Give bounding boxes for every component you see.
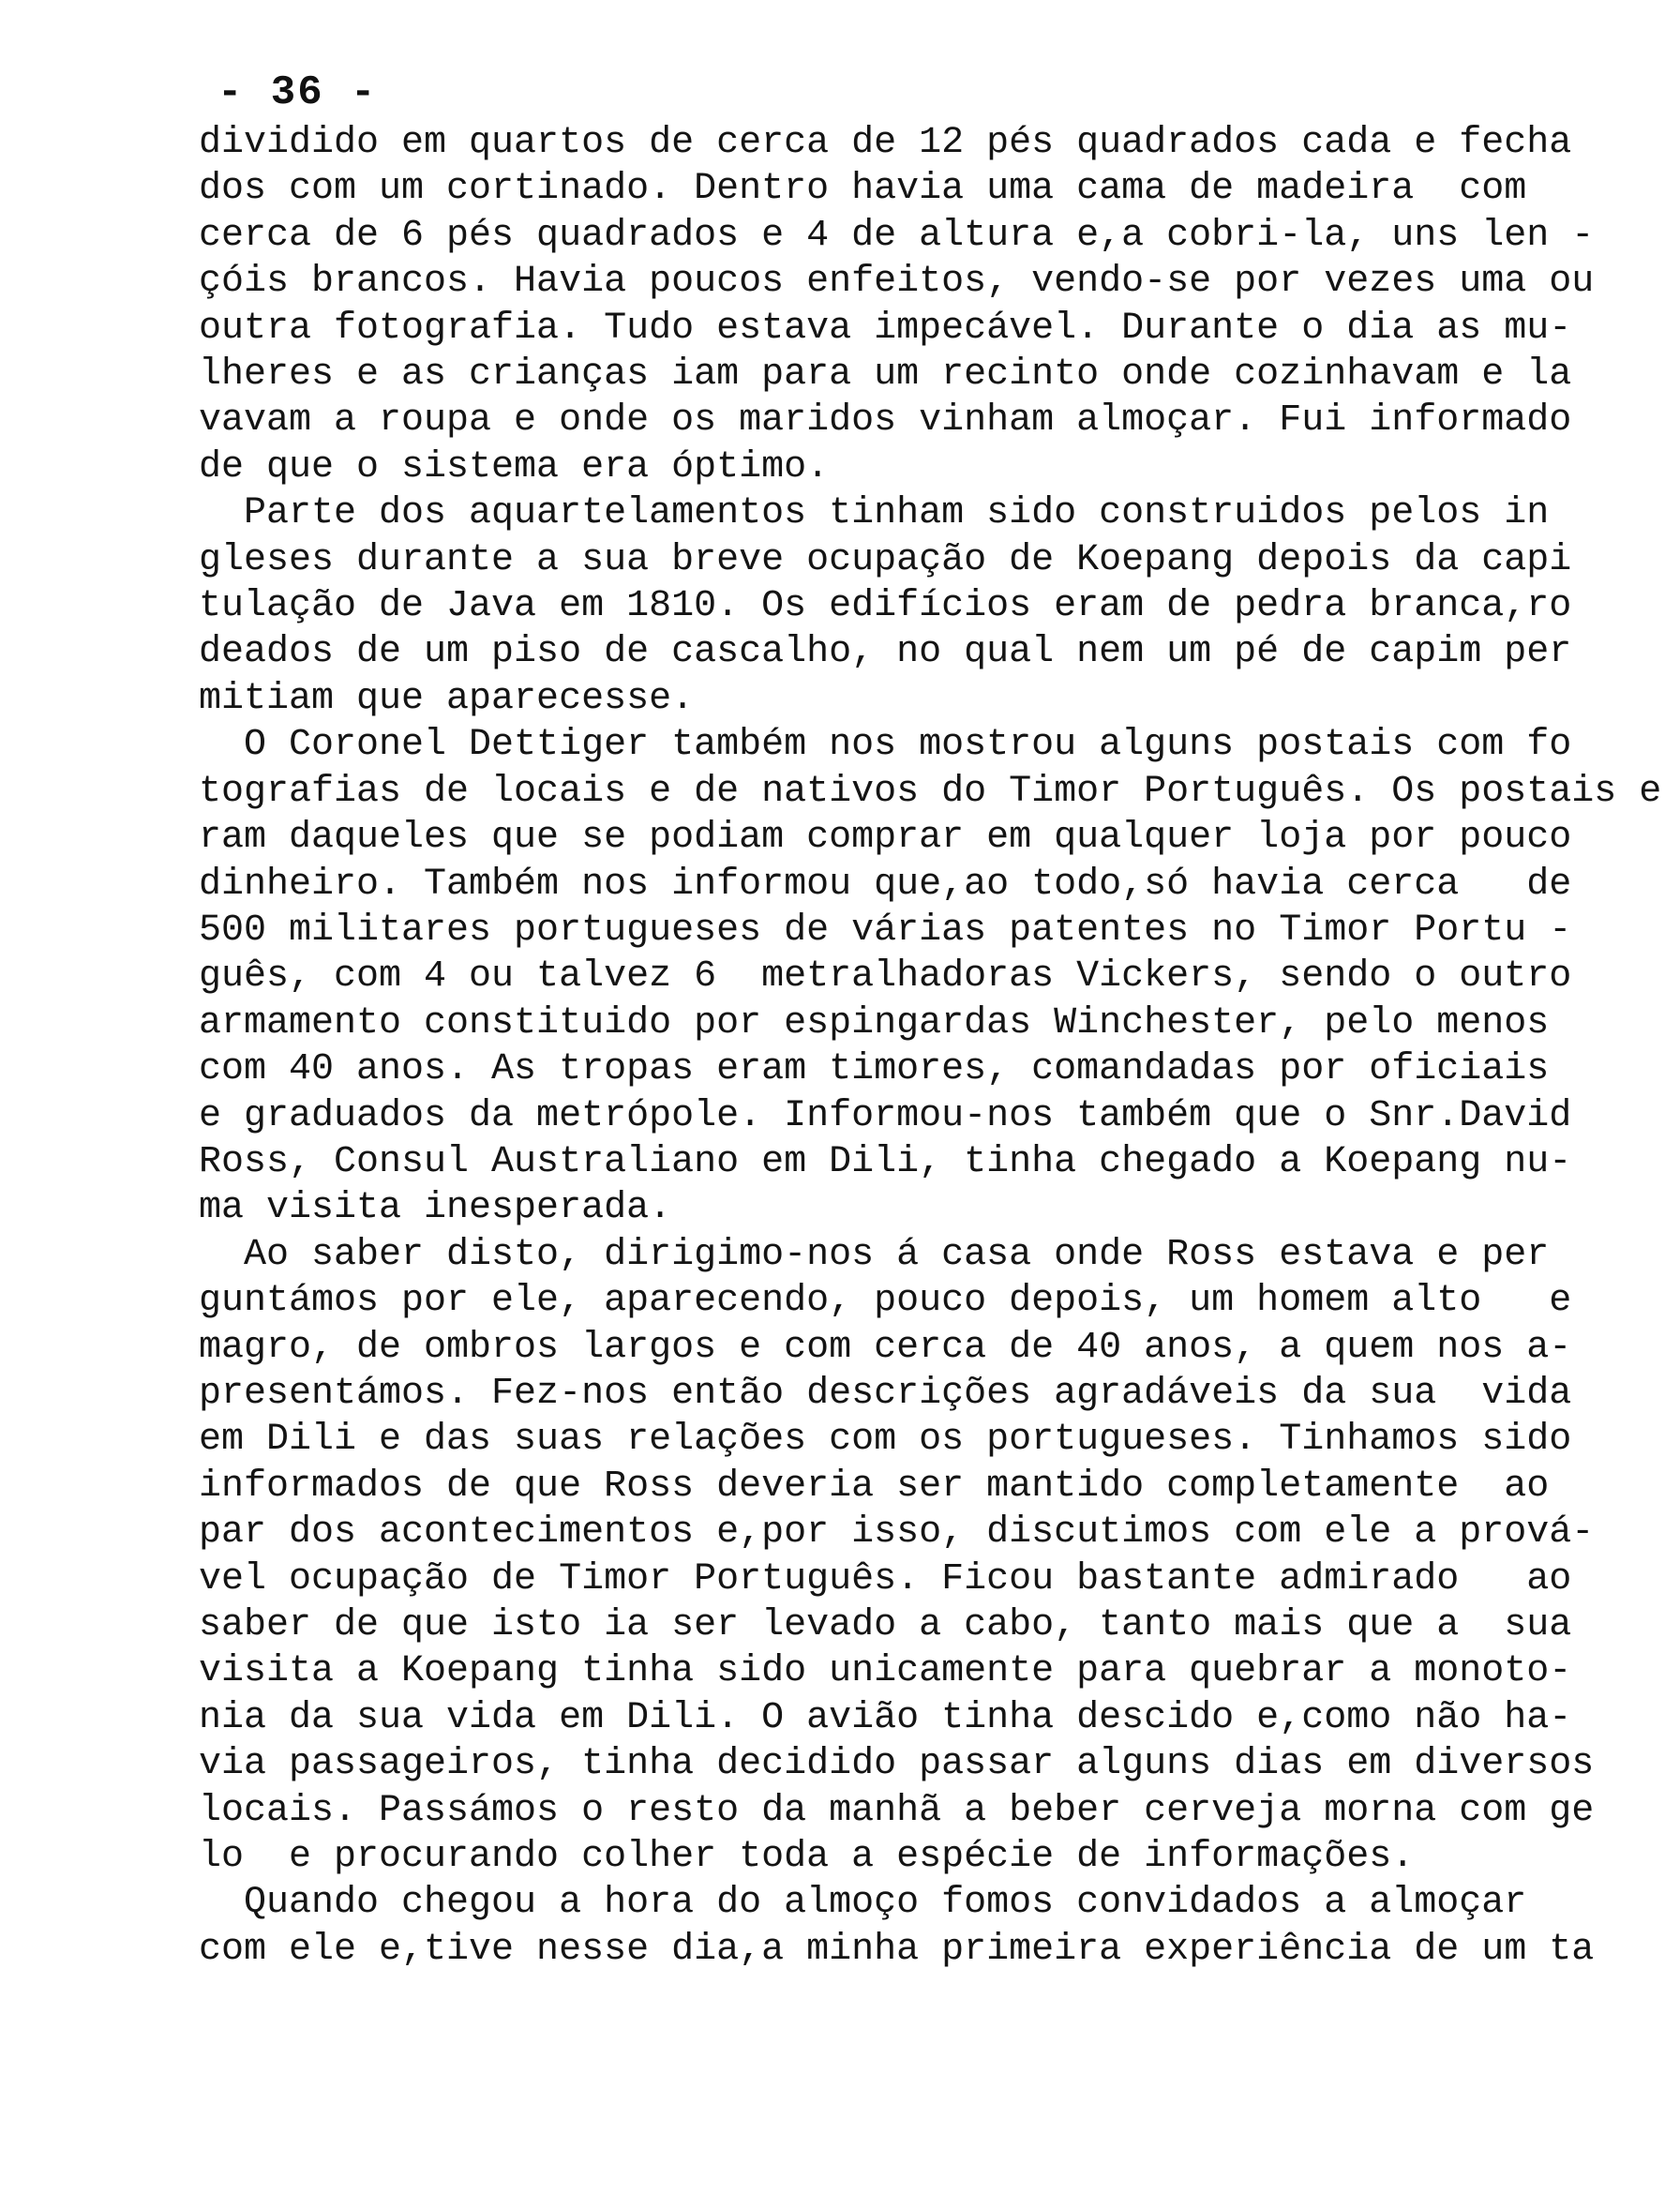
page-number: - 36 - xyxy=(218,69,378,116)
text-line: O Coronel Dettiger também nos mostrou alguns postais com fo xyxy=(199,724,1572,767)
text-line: ram daqueles que se podiam comprar em qualquer loja por pouco xyxy=(199,817,1572,860)
text-line: outra fotografia. Tudo estava impecável. Durante o dia as mu- xyxy=(199,307,1572,350)
text-line: ma visita inesperada. xyxy=(199,1187,672,1230)
text-line: via passageiros, tinha decidido passar alguns dias em diversos xyxy=(199,1743,1595,1786)
text-line: Ao saber disto, dirigimo-nos á casa onde Ross estava e per xyxy=(199,1233,1550,1276)
text-line: guntámos por ele, aparecendo, pouco depois, um homem alto e xyxy=(199,1280,1572,1323)
text-line: presentámos. Fez-nos então descrições agradáveis da sua vida xyxy=(199,1372,1572,1415)
text-line: 500 militares portugueses de várias patentes no Timor Portu - xyxy=(199,909,1572,952)
text-line: lo e procurando colher toda a espécie de informações. xyxy=(199,1836,1415,1879)
text-line: çóis brancos. Havia poucos enfeitos, vendo-se por vezes uma ou xyxy=(199,261,1595,304)
text-line: de que o sistema era óptimo. xyxy=(199,445,830,488)
text-line: dinheiro. Também nos informou que,ao todo,só havia cerca de xyxy=(199,863,1572,906)
text-line: com 40 anos. As tropas eram timores, comandadas por oficiais xyxy=(199,1048,1550,1091)
text-line: tulação de Java em 1810. Os edifícios eram de pedra branca,ro xyxy=(199,585,1572,628)
text-line: vavam a roupa e onde os maridos vinham almoçar. Fui informado xyxy=(199,399,1572,443)
text-line: armamento constituido por espingardas Winchester, pelo menos xyxy=(199,1001,1550,1044)
text-line: Parte dos aquartelamentos tinham sido construidos pelos in xyxy=(199,492,1550,535)
text-line: tografias de locais e de nativos do Timor Português. Os postais e xyxy=(199,770,1662,813)
text-line: cerca de 6 pés quadrados e 4 de altura e,a cobri-la, uns len - xyxy=(199,214,1595,257)
typewritten-body xyxy=(199,120,1662,1973)
text-line: vel ocupação de Timor Português. Ficou bastante admirado ao xyxy=(199,1557,1572,1600)
text-line: nia da sua vida em Dili. O avião tinha descido e,como não ha- xyxy=(199,1696,1572,1739)
text-line: Quando chegou a hora do almoço fomos convidados a almoçar xyxy=(199,1882,1527,1925)
text-line: gleses durante a sua breve ocupação de Koepang depois da capi xyxy=(199,538,1572,581)
text-line: magro, de ombros largos e com cerca de 40 anos, a quem nos a- xyxy=(199,1326,1572,1369)
text-line: mitiam que aparecesse. xyxy=(199,677,695,720)
text-line: saber de que isto ia ser levado a cabo, tanto mais que a sua xyxy=(199,1604,1572,1646)
text-line: par dos acontecimentos e,por isso, discutimos com ele a prová- xyxy=(199,1511,1595,1555)
text-line: deados de um piso de cascalho, no qual nem um pé de capim per xyxy=(199,631,1572,674)
text-line: guês, com 4 ou talvez 6 metralhadoras Vickers, sendo o outro xyxy=(199,955,1572,999)
text-line: dividido em quartos de cerca de 12 pés quadrados cada e fecha xyxy=(199,122,1572,164)
text-line: em Dili e das suas relações com os portugueses. Tinhamos sido xyxy=(199,1419,1572,1462)
text-line: e graduados da metrópole. Informou-nos também que o Snr.David xyxy=(199,1094,1572,1137)
text-line: Ross, Consul Australiano em Dili, tinha chegado a Koepang nu- xyxy=(199,1140,1572,1183)
text-line: lheres e as crianças iam para um recinto onde cozinhavam e la xyxy=(199,353,1572,397)
text-line: visita a Koepang tinha sido unicamente para quebrar a monoto- xyxy=(199,1650,1572,1693)
text-line: locais. Passámos o resto da manhã a beber cerveja morna com ge xyxy=(199,1789,1595,1832)
text-line: com ele e,tive nesse dia,a minha primeira experiência de um ta xyxy=(199,1928,1595,1971)
text-line: dos com um cortinado. Dentro havia uma cama de madeira com xyxy=(199,168,1527,211)
text-line: informados de que Ross deveria ser mantido completamente ao xyxy=(199,1465,1550,1508)
